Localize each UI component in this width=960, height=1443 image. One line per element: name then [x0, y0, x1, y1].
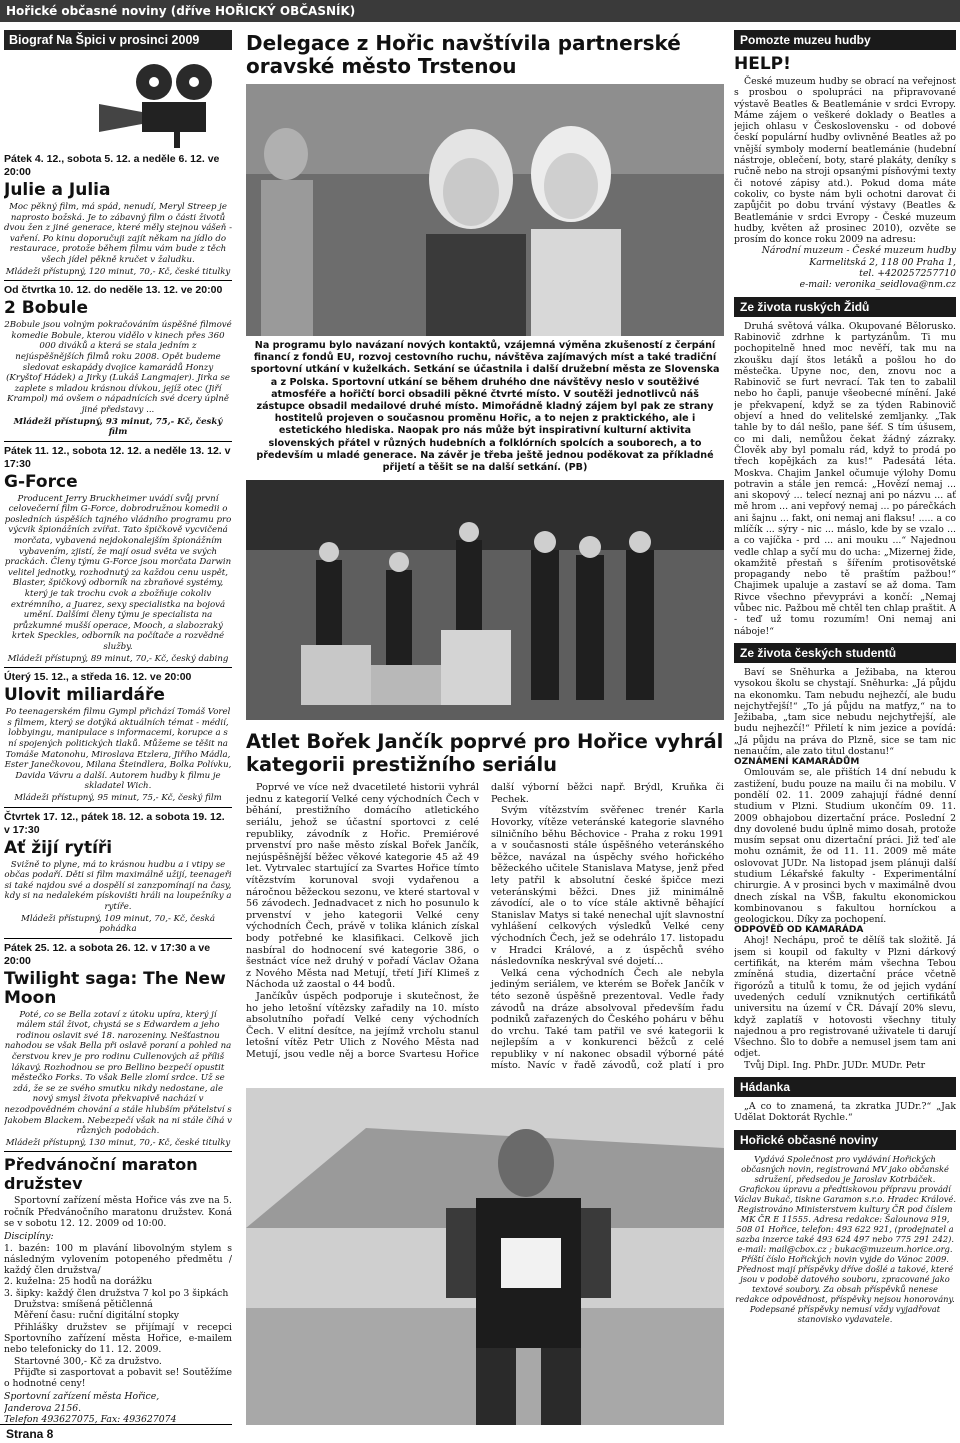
film-info: Mládeži přístupný, 93 minut, 75,- Kč, český film	[13, 416, 223, 438]
reply-label: ODPOVĚĎ OD KAMARÁDA	[734, 925, 864, 936]
discipline-item: 1. bazén: 100 m plavání libovolným stylem s následným vylovením potopeného předmětu / každý člen družstva/	[4, 1242, 232, 1277]
film-info: Mládeži přístupný, 89 minut, 70,- Kč, český dabing	[7, 653, 229, 664]
marathon-detail: Startovné 300,- Kč za družstvo.	[14, 1355, 162, 1367]
trstena-caption: Na programu bylo navázaní nových kontaktů, vzájemná výměna zkušeností z čerpání financí z fondů EU, rozvoj cestovního ruchu, návštěva zajímavých míst a také tradiční sportovní utkání v kuželkách. Setkání se účastnila i další družební města ze Slovenska a z Polska. Sportovní utkání se během druhého dne návštěvy neslo v soutěživé atmosféře a hořičtí borci obsadili pěkné čtvrté místo. V soutěži jednotlivců náš zástupce obsadil medailové druhé místo. Mimořádně kladný zájem byl pak ze strany hostitelů projeven o současnou proměnu Hořic, a to nejen z praktického, ale i estetického hlediska. Naopak pro nás může být inspirativní kulturní aktivita slovenských přátel v různých hudebních a folklórních spolcích a souborech, a to především u mladé generace. Na závěr je třeba ještě jednou poděkovat za příkladné přijetí a těšit se na další setkání. (PB)	[250, 340, 720, 474]
film-info: Mládeži přístupný, 120 minut, 70,- Kč, české titulky	[5, 266, 231, 277]
film-title: Julie a Julia	[4, 180, 111, 200]
marathon-detail: Přijďte si zasportovat a pobavit se! Soutěžíme o hodnotné ceny!	[4, 1366, 232, 1390]
jews-text: Druhá světová válka. Okupované Bělorusko. Rabinovič zdrhne k partyzánům. Ti mu pochopitelně hned moc nevěří, tak mu na zkoušku dají štos letáků a pošlou ho do městečka. Upyne noc, den, znovu noc a Rabinovič se furt nevrací. Tak ten to zabalil nebo ho čapli, panuje všeobecné mínění. Jaké je překvapení, když se za týden Rabinovič objeví a hned do velitelské zemljanky. „Tak tahle by to dál nešlo, pane šéf. S tím úšusem, co mi dali, nemůžou čekat žádný zázraky. Člověk aby byl pomalu rád, když to prodá po třech kopějkách za kus!“ Padesátá léta. Moskva. Chajim Jankel očumuje výlohy Domu potravin a stále jen remcá: „Hovězí nemaj ... ani skopový ... telecí neznaj ani po názvu ... ať mě hrom ... ani vepřový nemaj ... po párečkách ani šajnu ... fakt, oni nemaj ani flaksu! ..... a co mlíčík ... sýry - nic ... máslo, kde by se vzalo ... a co vajíčka - prd ... ani mouku ...“ Najednou vedle chlap a syčí mu do ucha: „Mizernej žide, okamžitě přestaň s šířením protisovětské propagandy nebo tě praštím pažbou!“ Chajimek upaluje a zastaví se až doma. Tam Rivce všechno převyprávi a končí: „Nemaj vůbec nic. Pažbou mě chtěl ten chlap praštit. A - teď už tomu rozumím! Oni nemaj ani náboje!“	[734, 320, 956, 637]
contact-line: Janderova 2156.	[4, 1402, 82, 1414]
right-column	[734, 30, 956, 1435]
students-text: Baví se Sněhurka a Ježibaba, na kterou vysokou školu se chystají. Sněhurka: „Já půjdu na ekonomku. Tam nebudu nejhezčí, ale budu nejchytřejší!“ „To já půjdu na matfyz,“ na to Ježibaba, „tam sice nebudu nejchytřejší, ale budu nejhezčí!“ Přiletí k nim jezice a povídá: „Já půjdu na práva do Plzně, sice se tam nic nenaučím, ale zato titul dostanu!“	[734, 666, 956, 758]
film-julie-a-julia	[4, 153, 232, 277]
main-column	[246, 30, 724, 1425]
atlet-paragraph: Svým vítězstvím svěřenec trenér Karla Hovorky, vítěze veteránské kategorie slavného silničního běhu Běchovice - Praha z roku 1991 a v současnosti stále úspěšného veteránského běžce, navázal na úspěchy svého hořického běžeckého učitele Stanislava Matyse, jenž před lety patřil k absolutní české špičce mezi veteránskými běžci. Dnes již minimálně závodící, ale o to více stále aktivně běhající Stanislav Matys si také nenechal ujít slavnostní vyhlášení celkových výsledků Velké ceny východních Čech, jež se odehrálo 17. listopadu v Hradci Králové, a z úspěchů svého následovníka neskrýval své dojetí...	[491, 805, 724, 968]
film-title: Ulovit miliardáře	[4, 685, 165, 706]
film-title: Ať žijí rytíři	[4, 837, 113, 858]
atlet-paragraph: Velká cena východních Čech ale nebyla jediným seriálem, ve kterém se Bořek Jančík v této sezoně úspěšně prezentoval. Vedle řady závodů na dráze absolvoval především řadu podniků zařazených do Českého poháru v běhu do vrchu. Také tam patřil ve své kategorii k nejlepším a v konkurenci běžců z celé republiky v ní nakonec obsadil výborné páté místo. Navíc v řadě závodů, což platí i pro	[491, 967, 724, 1072]
jews-heading: Ze života ruských Židů	[734, 297, 956, 317]
runner-photo	[246, 1088, 724, 1425]
marathon-detail: Přihlášky družstev se přijímají v recepci Sportovního zařízení města Hořice, e-mailem nebo telefonicky do 11. 12. 2009.	[4, 1321, 232, 1356]
film-date: Pátek 11. 12., sobota 12. 12. a neděle 13. 12. v 17:30	[4, 444, 231, 470]
marathon-intro: Sportovní zařízení města Hořice vás zve na 5. ročník Předvánočního maratonu družstev. Koná se v sobotu 12. 12. 2009 od 10:00.	[4, 1195, 232, 1229]
contact-line: Telefon 493627075, Fax: 493627074	[4, 1414, 177, 1425]
address-line: Karmelitská 2, 118 00 Praha 1,	[809, 256, 956, 268]
film-date: Úterý 15. 12., a středa 16. 12. ve 20:00	[4, 671, 192, 684]
address-line: Národní muzeum - České muzeum hudby	[761, 245, 956, 257]
trstena-headline: Delegace z Hořic navštívila partnerské oravské město Trstenou	[246, 31, 681, 78]
cinema-column	[4, 30, 232, 1425]
masthead	[0, 0, 960, 22]
projector-illustration	[4, 54, 232, 150]
film-description: Svižně to plyne, má to krásnou hudbu a i vtipy se občas podaří. Děti si film maximálně užijí, teenageři si také najdou své a dospělí si zanzpomínají na časy, kdy si na nedalekém pískovišti hráli na loupežníky a rytíře.	[4, 859, 232, 912]
film-title: 2 Bobule	[4, 298, 89, 319]
film-description: Po teenagerském filmu Gympl přichází Tomáš Vorel s filmem, který se dotýká aktuálních témat - médií, lobbyingu, manipulace s informacemi, korupce a s ní spojených politických tlaků. Můžeme se těšit na Tomáše Matonohu, Miroslava Etzlera, Jiřího Mádla, Ester Janečkovou, Milana Šteindlera, Bolka Polívku, Davida Vávru a další. Autorem hudby k filmu je skladatel Wich.	[4, 707, 232, 792]
address-email[interactable]: e-mail: veronika_seidlova@nm.cz	[799, 279, 956, 291]
film-date: Pátek 4. 12., sobota 5. 12. a neděle 6. 12. ve 20:00	[4, 153, 220, 178]
disciplines-label: Disciplíny:	[4, 1231, 54, 1243]
announce-text: Omlouvám se, ale přištích 14 dní nebudu k zastižení, budu pouze na mailu či na mobilu. V pondělí 02. 11. 2009 zahajují řádné denní studium v Plzni. Studium ukončím 09. 11. 2009 obhajobou dizertační práce. Poslední 2 dny dovolené budu úplně mimo dosah, protože musím sepsat onu dizertační práci. Již teď ale mohu oznámit, že od 11. 11. 2009 mě máte oslovovat JUDr. Na listopad jsem plánuji další studium Lékařské fakulty - Experimentální chirurgie. A v prosinci bych v maximálně dvou dnech získal na VŠB, fakultu ekonomickou kombinovanou s fakultou horníckou a geologickou. Díky za pochopení.	[734, 767, 956, 926]
film-info: Mládeži přístupný, 130 minut, 70,- Kč, české titulky	[5, 1137, 231, 1148]
impressum-heading: Hořické občasné noviny	[734, 1130, 956, 1150]
film-description: 2Bobule jsou volným pokračováním úspěšné filmové komedie Bobule, kterou vidělo v kinech přes 360 000 diváků a která se stala jedním z nejúspěšnějších filmů roku 2008. Opět budeme sledovat eskapády dvojice kamarádů Honzy (Kryštof Hádek) a Jirky (Lukáš Langmajer). Jirka se zaplete s mladou krásnou dívkou, jejíž otec (Jiří Krampol) má ovšem o nápadnících své dcery úplně jiné představy ...	[4, 320, 232, 415]
announce-label: OZNÁMENÍ KAMARÁDŮM	[734, 757, 860, 768]
film-date: Od čtvrtka 10. 12. do neděle 13. 12. ve 20:00	[4, 284, 223, 297]
atlet-headline: Atlet Bořek Jančík poprvé pro Hořice vyhrál kategorii prestižního seriálu	[246, 730, 724, 777]
museum-heading: Pomozte muzeu hudby	[734, 30, 956, 50]
film-g-force	[4, 445, 232, 665]
trstena-girls-photo	[246, 84, 724, 336]
marathon-article	[4, 1155, 232, 1425]
discipline-item: 3. šipky: každý člen družstva 7 kol po 3 šipkách	[4, 1287, 229, 1299]
discipline-item: 2. kuželna: 25 hodů na dorážku	[4, 1276, 153, 1288]
film-description: Poté, co se Bella zotaví z útoku upíra, který jí málem stál život, chystá se s Edwardem a jeho rodinou oslavit své 18. narozeniny. Nešťastnou nahodou se však Bella při oslavě poraní a pohled na čerstvou krev je pro rodinu Cullenových až příliš lákavý. Rozhodnou se pro Bellino bezpečí opustit městečko Forks. To však Belle zlomí srdce. Už se zdá, že se ze svého smutku nikdy nedostane, ale nový smysl života překvapivě nachází v nezodpovědném chování a stále hlubším přátelství s Jakobem Blackem. Nebezpečí však na ni stále číhá v různých podobách.	[4, 1009, 232, 1137]
film-date: Pátek 25. 12. a sobota 26. 12. v 17:30 a ve 20:00	[4, 941, 211, 967]
film-at-ziji-rytiri	[4, 811, 232, 935]
page-number: Strana 8	[6, 1427, 54, 1441]
page-footer	[0, 1424, 232, 1443]
reply-signature: Tvůj Dipl. Ing. PhDr. JUDr. MUDr. Petr	[744, 1059, 926, 1071]
museum-help: HELP!	[734, 54, 791, 74]
kuzelky-podium-photo	[246, 480, 724, 720]
film-title: Twilight saga: The New Moon	[4, 968, 226, 1008]
contact-line: Sportovní zařízení města Hořice,	[4, 1391, 160, 1403]
film-info: Mládeži přístupný, 95 minut, 75,- Kč, český film	[14, 792, 222, 803]
marathon-title: Předvánoční maraton družstev	[4, 1155, 198, 1194]
marathon-detail: Měření času: ruční digitální stopky	[14, 1310, 179, 1322]
film-ulovit-miliardare	[4, 671, 232, 803]
film-description: Producent Jerry Bruckheimer uvádí svůj první celovečerní film G-Force, dobrodružnou komedii o posledních úspěších tajného vládního programu pro výcvik špionážních zvířat. Tato špičkově vycvičená morčata, vybavená nejdokonalejším špionážním vybavením, zjistí, že mají osud světa ve svých prackách. Členy týmu G-Force jsou morčata Darwin velitel jednotky, rozhodnutý za každou cenu uspět, Blaster, špičkový odborník na zbraňové systémy, který je tak trochu cvok a zbožňuje cokoliv extrémního, a Juarez, sexy specialistka na bojová umění. Dalšími členy týmu je specialista na průzkumné mušší operace, Mooch, a slabozraký krtek Speckles, odborník na počítače a rozvědné služby.	[4, 493, 232, 652]
riddle-text: „A co to znamená, ta zkratka JUDr.?“ „Jak Udělat Doktorát Rychle.“	[734, 1101, 956, 1124]
film-date: Čtvrtek 17. 12., pátek 18. 12. a sobota 19. 12. v 17:30	[4, 810, 225, 836]
film-2-bobule	[4, 284, 232, 438]
film-title: G-Force	[4, 471, 78, 492]
atlet-paragraph: Jančíkův úspěch podporuje i skutečnost, že ho jeho letošní vítězsky zařadily na 10. místo absolutního pořadí Velké ceny východních Čech. V elitní desítce, na jejímž vrcholu stanul letošní vítěz Petr Ulich z Nového Města nad Metují, jsou vedle něj a borce Svartesu Hořice další výborní běžci např. Brýdl, Kruňka či Pechek.	[246, 782, 724, 1060]
address-line: tel. +420257257710	[859, 268, 956, 280]
film-description: Moc pěkný film, má spád, nenudí, Meryl Streep je naprosto božská. Je to zábavný film o části životů dvou žen z jiné generace, které měly stejnou vášeň - vaření. Po kinu doporučuji zajít někam na jídlo do restaurace, protože během filmu vám bude z těch všech jídel pěkně kručet v žaludku.	[4, 202, 232, 265]
film-projector-icon	[4, 54, 232, 150]
riddle-heading: Hádanka	[734, 1077, 956, 1097]
atlet-paragraph: Poprvé ve více než dvacetileté historii vyhrál jednu z kategorií Velké ceny východních Čech v běhání, prestižního domácího atletického seriálu, jehož se účastní sportovci z celé republiky, závodník z Hořic. Premiérové prvenství pro naše město získal Bořek Jančík, nejúspěšnější běžec věkové kategorie 45 až 49 let. Vytrvalec startující za Svartes Hořice tímto vítězstvím korunoval svoji vydařenou a náročnou běžeckou sezonu, ve které startoval v 56 závodech. Jednadvacet z nich ho posunulo k prvenství v jeho kategorii Velké ceny východních Čech, právě v tolika klánich získal body potřebné ke klasifikaci. Celkově jich nasbíral do hodnocení své kategorie 386, o šestnáct více než druhý v pořadí Václav Ožana z Nového Města nad Metují, třetí Jiří Klimeš z Náchoda už zaostal o 44 bodů.	[246, 782, 479, 991]
marathon-detail: Družstva: smíšená pětičlenná	[14, 1299, 153, 1311]
impressum-text: Vydává Společnost pro vydávání Hořických občasných novin, registrovaná MV jako občanské sdružení, předsedou je Jaroslav Kotrbáček. Grafickou úpravu a předtiskovou přípravu provádí Václav Bukač, tiskne Garamon s.r.o. Hradec Králové. Registrováno Ministerstvem kultury ČR pod číslem MK ČR E 11555. Adresa redakce: Šalounova 919, 508 01 Hořice, telefon: 493 622 921, (prodejnatel a sazba inzerce také 493 624 497 nebo 775 291 242). e-mail: mail@cbox.cz ; bukac@muzeum.horice.org. Příští číslo Hořických novin vyjde do Vánoc 2009. Přednost mají příspěvky dříve došlé a takové, které jsou v podobě datového souboru, zpracované jako textové soubory. Za obsah příspěvků nenese redakce odpovědnost, příspěvky nejsou honorovány. Podepsané příspěvky nemusí vždy vyjadřovat stanovisko vydavatele.	[734, 1153, 956, 1324]
film-twilight	[4, 942, 232, 1149]
film-info: Mládeži přístupný, 109 minut, 70,- Kč, česká pohádka	[21, 913, 215, 935]
reply-text: Ahoj! Nechápu, proč te dělíš tak složitě. Já jsem si koupil od fakulty v Plzni dárkový certifikát, na kterém mám všechna Tebou zmíněná studia, dizertační práce včetně řigorózů a titulů k tomu, že od jejich vydání uvedených cedulí vzniknutých certifikátů universitu na území v ČR. Dávají 20% slevu, když zaplatíš v hotovosti všechny tituly najednou a pro registrované uživatele ti darují Všechno. Šlo to dobře a nemusel jsem tam ani odjet.	[734, 935, 956, 1060]
atlet-body	[246, 782, 724, 1082]
cinema-heading: Biograf Na Špici v prosinci 2009	[4, 30, 232, 50]
masthead-title: Hořické občasné noviny (dříve HOŘICKÝ OBČASNÍK)	[6, 4, 356, 18]
students-heading: Ze života českých studentů	[734, 643, 956, 663]
museum-text: České muzeum hudby se obrací na veřejnost s prosbou o spolupráci na připravované výstavě Beatles & Beatlemánie v srdci Evropy. Máme zájem o veškeré doklady o Beatles a jejich ohlasu v Československu - od dobové českí populární hudby ovlivněné Beatles až po vnější symboly moderní beatlemánie (hudební nástroje, oblečení, boty, staré plakáty, deníky s ručně nebo na stroji opsanými písňovými texty či notové zápisy atd.). Pokud doma máte cokoliv, co byste nám byli ochotni darovat či zapůjčit po dobu trvání výstavy (Beatles & Beatlemánie v srdci Evropy - České muzeum hudby, květen až prosinec 2010), ozvěte se prosím do konce roku 2009 na adresu:	[734, 76, 956, 246]
